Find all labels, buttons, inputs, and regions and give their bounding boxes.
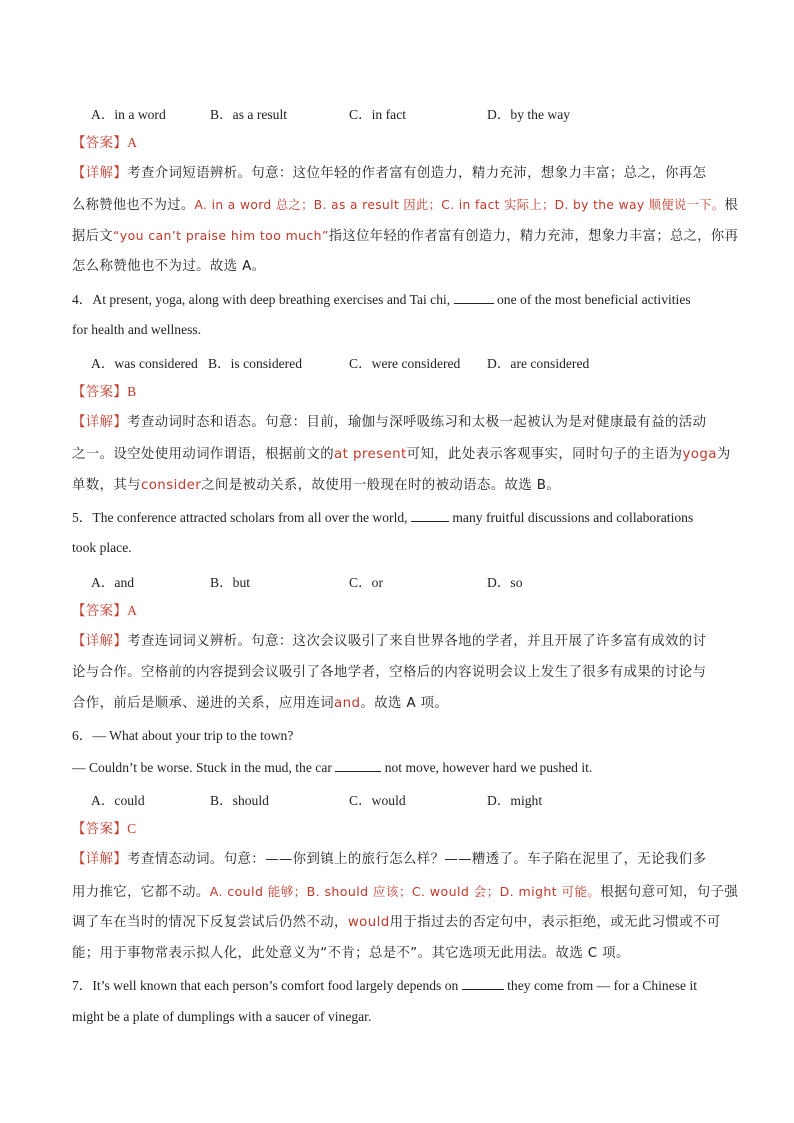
q3-detail-line-1: 【详解】考查介词短语辨析。句意：这位年轻的作者富有创造力，精力充沛，想象力丰富；总之，你再怎 bbox=[72, 166, 707, 181]
q5-stem-line-2: took place. bbox=[72, 540, 132, 555]
q5-answer: 【答案】A bbox=[72, 603, 138, 619]
q3-detail-line-4: 怎么称赞他也不为过。故选 A。 bbox=[72, 259, 266, 274]
q6-stem-line-2: — Couldn’t be worse. Stuck in the mud, the car not move, however hard we pushed it. bbox=[72, 760, 593, 775]
q3-detail-line-2: 么称赞他也不为过。A. in a word 总之；B. as a result 因此；C. in fact 实际上；D. by the way 顺便说一下。根 bbox=[72, 197, 739, 213]
q5-option-d: D．so bbox=[487, 575, 523, 590]
q6-detail-line-1: 【详解】考查情态动词。句意：——你到镇上的旅行怎么样？——糟透了。车子陷在泥里了，无论我们多 bbox=[72, 852, 707, 867]
q4-option-d: D．are considered bbox=[487, 356, 590, 371]
q7-stem-line-1: 7．It’s well known that each person’s comfort food largely depends on they come from — for a Chinese it bbox=[72, 978, 698, 993]
q5-detail-line-1: 【详解】考查连词词义辨析。句意：这次会议吸引了来自世界各地的学者，并且开展了许多富有成效的讨 bbox=[72, 634, 707, 649]
q4-option-b: B．is considered bbox=[208, 356, 303, 371]
q4-detail-line-3: 单数，其与consider之间是被动关系，故使用一般现在时的被动语态。故选 B。 bbox=[72, 478, 561, 493]
q6-option-b: B．should bbox=[210, 793, 269, 808]
q4-answer: 【答案】B bbox=[72, 384, 137, 400]
q6-detail-line-3: 调了车在当时的情况下反复尝试后仍然不动，would用于指过去的否定句中，表示拒绝，或无此习惯或不可 bbox=[72, 915, 721, 930]
q7-blank bbox=[462, 976, 504, 990]
q3-option-d: D．by the way bbox=[487, 107, 571, 122]
q6-option-d: D．might bbox=[487, 793, 543, 808]
q6-stem-line-1: 6．— What about your trip to the town? bbox=[72, 728, 294, 743]
q6-answer: 【答案】C bbox=[72, 821, 137, 837]
q4-stem-line-1: 4．At present, yoga, along with deep breathing exercises and Tai chi, one of the most beneficial activities bbox=[72, 292, 691, 307]
q3-option-a: A．in a word bbox=[91, 107, 166, 122]
q4-blank bbox=[454, 290, 494, 304]
q5-option-a: A．and bbox=[91, 575, 135, 590]
q5-blank bbox=[411, 508, 449, 522]
q4-stem-line-2: for health and wellness. bbox=[72, 322, 202, 337]
q6-option-a: A．could bbox=[91, 793, 145, 808]
q4-option-c: C．were considered bbox=[349, 356, 461, 371]
q5-option-c: C．or bbox=[349, 575, 383, 590]
q4-detail-line-2: 之一。设空处使用动词作谓语，根据前文的at present可知，此处表示客观事实，同时句子的主语为yoga为 bbox=[72, 447, 731, 462]
q6-detail-line-4: 能；用于事物常表示拟人化，此处意义为“不肯；总是不”。其它选项无此用法。故选 C 项。 bbox=[72, 946, 630, 961]
q5-detail-line-2: 论与合作。空格前的内容提到会议吸引了各地学者，空格后的内容说明会议上发生了很多有成果的讨论与 bbox=[72, 665, 707, 680]
q5-option-b: B．but bbox=[210, 575, 251, 590]
q4-option-a: A．was considered bbox=[91, 356, 198, 371]
q3-answer: 【答案】A bbox=[72, 135, 138, 151]
q5-stem-line-1: 5．The conference attracted scholars from all over the world, many fruitful discussions and collaborations bbox=[72, 510, 694, 525]
q6-option-c: C．would bbox=[349, 793, 406, 808]
q3-option-b: B．as a result bbox=[210, 107, 288, 122]
q3-detail-line-3: 据后文“you can’t praise him too much”指这位年轻的作者富有创造力，精力充沛，想象力丰富；总之，你再 bbox=[72, 228, 739, 244]
q6-detail-line-2: 用力推它，它都不动。A. could 能够；B. should 应该；C. would 会；D. might 可能。根据句意可知，句子强 bbox=[72, 884, 739, 900]
q4-detail-line-1: 【详解】考查动词时态和语态。句意：目前，瑜伽与深呼吸练习和太极一起被认为是对健康最有益的活动 bbox=[72, 415, 707, 430]
q3-option-c: C．in fact bbox=[349, 107, 407, 122]
q5-detail-line-3: 合作，前后是顺承、递进的关系，应用连词and。故选 A 项。 bbox=[72, 696, 449, 711]
q7-stem-line-2: might be a plate of dumplings with a saucer of vinegar. bbox=[72, 1009, 372, 1024]
q6-blank bbox=[335, 758, 381, 772]
